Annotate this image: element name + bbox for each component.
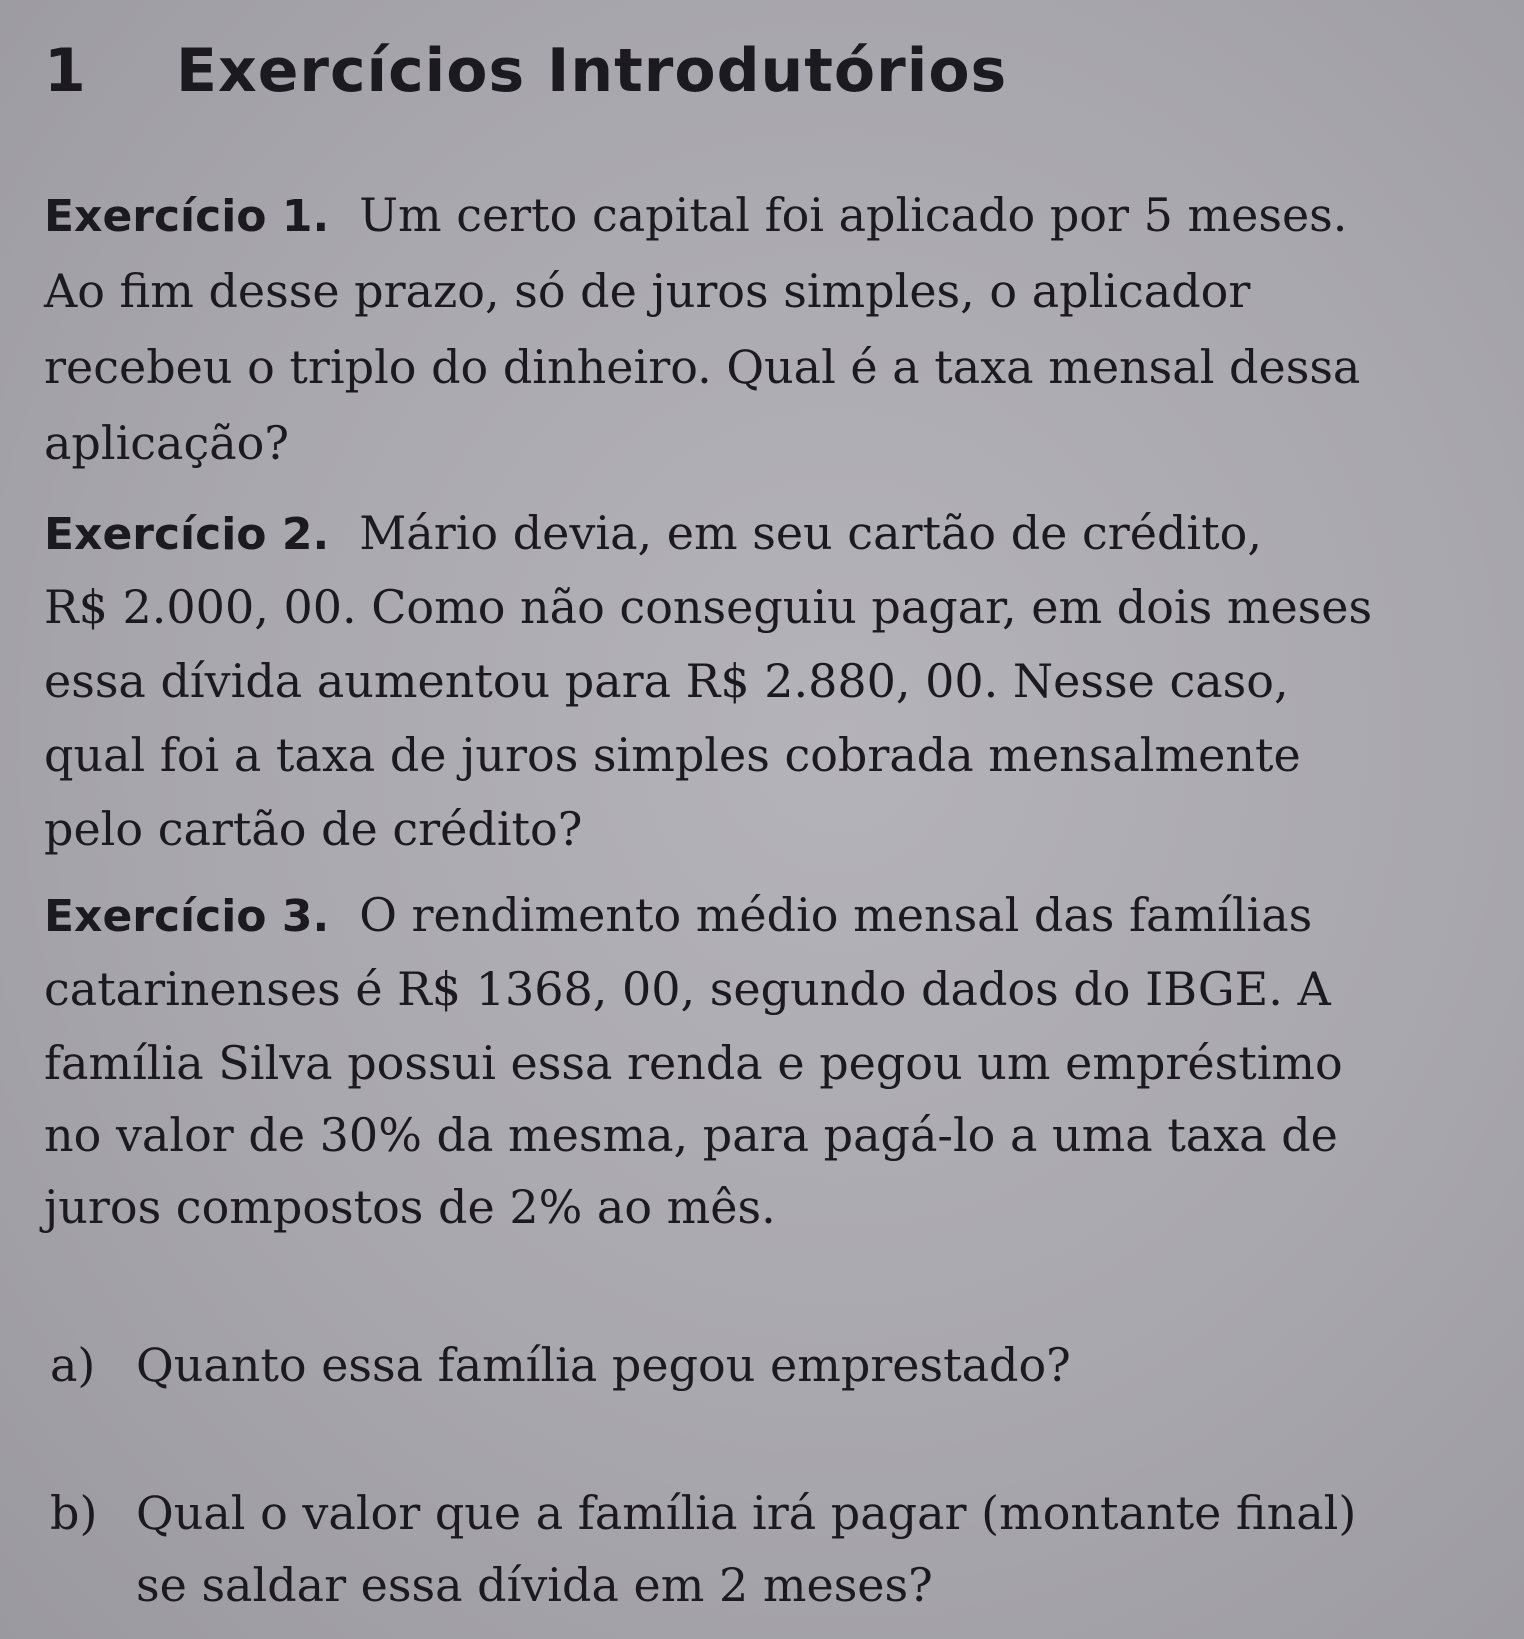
item-a-text: Quanto essa família pegou emprestado? (136, 1338, 1071, 1392)
exercise-2-label: Exercício 2. (44, 509, 330, 560)
section-heading (44, 26, 1007, 116)
exercise-1-text: Um certo capital foi aplicado por 5 meses. (359, 188, 1348, 242)
section-number: 1 (44, 36, 87, 106)
exercise-3-item-b (50, 1478, 1356, 1548)
item-a-marker: a) (50, 1338, 96, 1392)
item-b-marker: b) (50, 1486, 98, 1540)
exercise-3-text: O rendimento médio mensal das famílias (359, 888, 1313, 942)
exercise-2-line-1 (44, 498, 1262, 570)
exercise-2-text: Mário devia, em seu cartão de crédito, (359, 506, 1262, 560)
exercise-3-line-2: catarinenses é R$ 1368, 00, segundo dados do IBGE. A (44, 962, 1331, 1016)
exercise-1-line-1 (44, 180, 1347, 252)
exercise-3-label: Exercício 3. (44, 891, 330, 942)
exercise-2-line-3: essa dívida aumentou para R$ 2.880, 00. Nesse caso, (44, 654, 1289, 708)
item-b-text-line-1: Qual o valor que a família irá pagar (montante final) (136, 1486, 1357, 1540)
exercise-1-line-2: Ao fim desse prazo, só de juros simples, o aplicador (44, 264, 1251, 318)
exercise-2-line-5: pelo cartão de crédito? (44, 802, 583, 856)
exercise-3-line-4: no valor de 30% da mesma, para pagá-lo a uma taxa de (44, 1108, 1338, 1162)
item-b-text-line-2: se saldar essa dívida em 2 meses? (136, 1558, 933, 1612)
exercise-1-line-4: aplicação? (44, 416, 290, 470)
exercise-3-item-a (50, 1330, 1071, 1400)
exercise-3-line-3: família Silva possui essa renda e pegou um empréstimo (44, 1036, 1343, 1090)
section-title: Exercícios Introdutórios (176, 36, 1008, 106)
exercise-3-line-5: juros compostos de 2% ao mês. (44, 1180, 776, 1234)
exercise-3-line-1 (44, 880, 1312, 952)
exercise-2-line-2: R$ 2.000, 00. Como não conseguiu pagar, em dois meses (44, 580, 1373, 634)
exercise-2-line-4: qual foi a taxa de juros simples cobrada mensalmente (44, 728, 1301, 782)
exercise-1-line-3: recebeu o triplo do dinheiro. Qual é a taxa mensal dessa (44, 340, 1361, 394)
exercise-1-label: Exercício 1. (44, 191, 330, 242)
